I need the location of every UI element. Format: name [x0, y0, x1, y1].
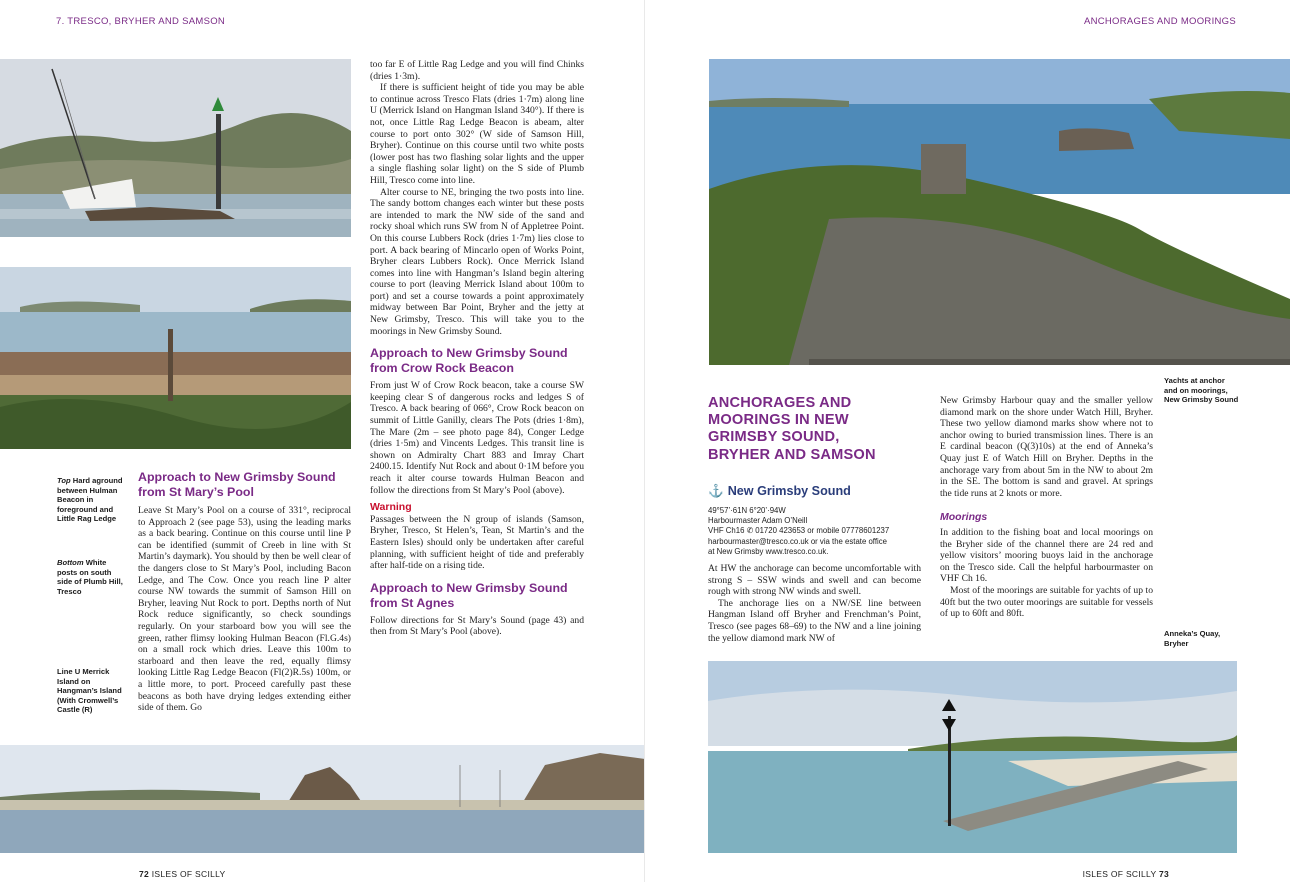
info-website: at New Grimsby www.tresco.co.uk.	[708, 546, 829, 556]
text-anchorage-p3: New Grimsby Harbour quay and the smaller yellow diamond mark on the shore under Watch Hill, Bryher. These two yellow diamond marks show where not to anchor owing to buried transmission lines. There is an E cardinal beacon (Q(3)10s) at the end of Anneka’s Quay just E of Watch Hill on Bryher. Depths in the anchorage vary from about 5m in the NW to about 2m in the SE. The bottom is sand and gravel. At springs the tide runs at 2 knots or more.	[940, 395, 1153, 499]
folio-left	[139, 869, 226, 879]
photo-annekas-quay	[708, 661, 1237, 853]
text-crow-rock: From just W of Crow Rock beacon, take a course SW keeping clear S of dangerous rocks and ledges S of Tresco. A back bearing of 066°, Crow Rock beacon on summit of Little Ganilly, clears The Pots (dries 1·8m), The Mare (2m – see photo page 84), Conger Ledge (dries 1·5m) and Vincents Ledges. This transit line is shown on Admiralty Chart 883 and Imray Chart 2400.15. Identify Nut Rock and about 0·1M before you reach it alter course towards Hulman Beacon and follow the directions from St Mary’s Pool (above).	[370, 380, 584, 496]
folio-left-title: ISLES OF SCILLY	[151, 869, 226, 879]
harbour-info	[708, 506, 928, 557]
heading-stmarys: Approach to New Grimsby Sound from St Mary’s Pool	[138, 470, 336, 499]
anchor-icon: ⚓	[708, 484, 724, 498]
heading-crow-rock: Approach to New Grimsby Sound from Crow Rock Beacon	[370, 346, 568, 376]
folio-left-number: 72	[139, 869, 150, 879]
column-stmarys	[138, 470, 351, 714]
running-head-right: ANCHORAGES AND MOORINGS	[1083, 16, 1236, 27]
folio-right-number: 73	[1158, 869, 1169, 879]
info-vhf-phone: VHF Ch16 ✆ 01720 423653 or mobile 07778601237	[708, 526, 890, 536]
column-anchorage-text	[708, 563, 921, 644]
photo-hard-aground	[0, 59, 351, 237]
text-moorings-p2: Most of the moorings are suitable for yachts of up to 40ft but the two outer moorings are suitable for vessels of up to 60ft and 80ft.	[940, 584, 1153, 620]
text-col3-p1: too far E of Little Rag Ledge and you will find Chinks (dries 1·3m).	[370, 59, 584, 82]
heading-new-grimsby-sound-text: New Grimsby Sound	[727, 484, 851, 498]
text-anchorage-p1: At HW the anchorage can become uncomfortable with strong S – SSW winds and swell and can become rough with strong NW winds and swell.	[708, 563, 921, 598]
heading-new-grimsby-sound	[708, 484, 851, 499]
photo-white-posts	[0, 267, 351, 449]
text-anchorage-p2: The anchorage lies on a NW/SE line between Hangman Island off Bryher and Frenchman’s Point, Tresco (see pages 68–69) to the NW and a line joining the yellow diamond mark NW of	[708, 597, 921, 644]
caption-bottom-text: White posts on south side of Plumb Hill, Tresco	[57, 558, 123, 596]
caption-bottom-label: Bottom	[57, 558, 84, 567]
caption-annekas-quay: Anneka’s Quay, Bryher	[1164, 629, 1221, 648]
heading-anchorages: ANCHORAGES AND MOORINGS IN NEW GRIMSBY SOUND, BRYHER AND SAMSON	[708, 395, 876, 463]
column-right-left-page	[370, 59, 584, 638]
info-harbourmaster: Harbourmaster Adam O’Neill	[708, 516, 808, 526]
heading-warning: Warning	[370, 501, 412, 514]
text-col3-p3: Alter course to NE, bringing the two posts into line. The sandy bottom changes each winter but these posts are intended to mark the NW side of the sand and rocky shoal which runs SW from N of Appletree Point. On this course Lubbers Rock (dries 1·7m) lies close to port. A back bearing of Mincarlo open of Works Point, Bryher clears Lubbers Rock). Once Merrick Island comes into line with Hangman’s Island begin altering course to port (leaving Merrick Island about 100m to port) and set a course towards a point approximately midway between Bar Point, Bryher and the jetty at New Grimsby, Tresco. This will take you to the moorings in New Grimsby Sound.	[370, 186, 584, 337]
photo-line-u-panorama	[0, 745, 645, 853]
heading-st-agnes: Approach to New Grimsby Sound from St Agnes	[370, 580, 568, 610]
caption-yachts: Yachts at anchor and on moorings, New Grimsby Sound	[1164, 376, 1239, 405]
folio-right	[1083, 869, 1169, 879]
caption-top-label: Top	[57, 476, 71, 485]
folio-right-title: ISLES OF SCILLY	[1082, 869, 1157, 879]
photo-yachts-at-anchor	[709, 59, 1290, 365]
running-head-left: 7. TRESCO, BRYHER AND SAMSON	[56, 16, 226, 27]
text-col3-p2: If there is sufficient height of tide you may be able to continue across Tresco Flats (dries 1·7m) along line U (Merrick Island on Hangman Island 340°). If there is not, once Little Rag Ledge Beacon is abeam, alter course to port onto 302° (W side of Samson Hill, Bryher). Continue on this course until two white posts (lower post has two flashing solar lights and the upper a single flashing solar light) on the S side of Plumb Hill, Tresco come into line.	[370, 82, 584, 186]
info-position: 49°57’·61N 6°20’·94W	[708, 506, 786, 515]
text-st-agnes: Follow directions for St Mary’s Sound (page 43) and then from St Mary’s Pool (above).	[370, 614, 584, 638]
heading-moorings: Moorings	[940, 511, 988, 524]
info-email: harbourmaster@tresco.co.uk or via the estate office	[708, 536, 887, 546]
text-moorings-p1: In addition to the fishing boat and local moorings on the Bryher side of the channel there are 24 red and yellow visitors’ mooring buoys laid in the anchorage on the Tresco side. Call the helpful harbourmaster on VHF Ch 16.	[940, 526, 1153, 585]
right-page	[645, 0, 1290, 882]
column-moorings	[940, 395, 1153, 620]
caption-line-u: Line U Merrick Island on Hangman’s Island (With Cromwell’s Castle (R)	[57, 667, 122, 715]
text-stmarys: Leave St Mary’s Pool on a course of 331°, reciprocal to Approach 2 (see page 53), using the leading marks as a back bearing. Continue on this course until line P can be identified (summit of Creeb in line with St Martin’s daymark). You should by then be well clear of the dangers close to St Mary’s Pool, including Bacon Ledge, and The Cow. Once you reach line P alter course NW towards the summit of Samson Hill on Bryher, leaving Nut Rock to port. Depths north of Nut Rock reduce significantly, so check soundings regularly. On your starboard bow you will see the green, rather flimsy looking Hulman Beacon (Fl.G.4s) on a small rock which dries. Leave this 100m to starboard and then leave the red, equally flimsy looking Little Rag Ledge Beacon (Fl(2)R.5s) 100m, or a little more, to port. Proceed carefully past these beacons as both have drying ledges extending either side of them. Go	[138, 505, 351, 714]
caption-top	[57, 476, 123, 524]
text-warning: Passages between the N group of islands (Samson, Bryher, Tresco, St Helen’s, Tean, St Martin’s and the Eastern Isles) should only be undertaken after careful planning, with sufficient height of tide and preferably after half-tide on a rising tide.	[370, 513, 584, 572]
caption-top-text: Hard aground between Hulman Beacon in foreground and Little Rag Ledge	[57, 476, 123, 524]
caption-bottom	[57, 558, 123, 596]
